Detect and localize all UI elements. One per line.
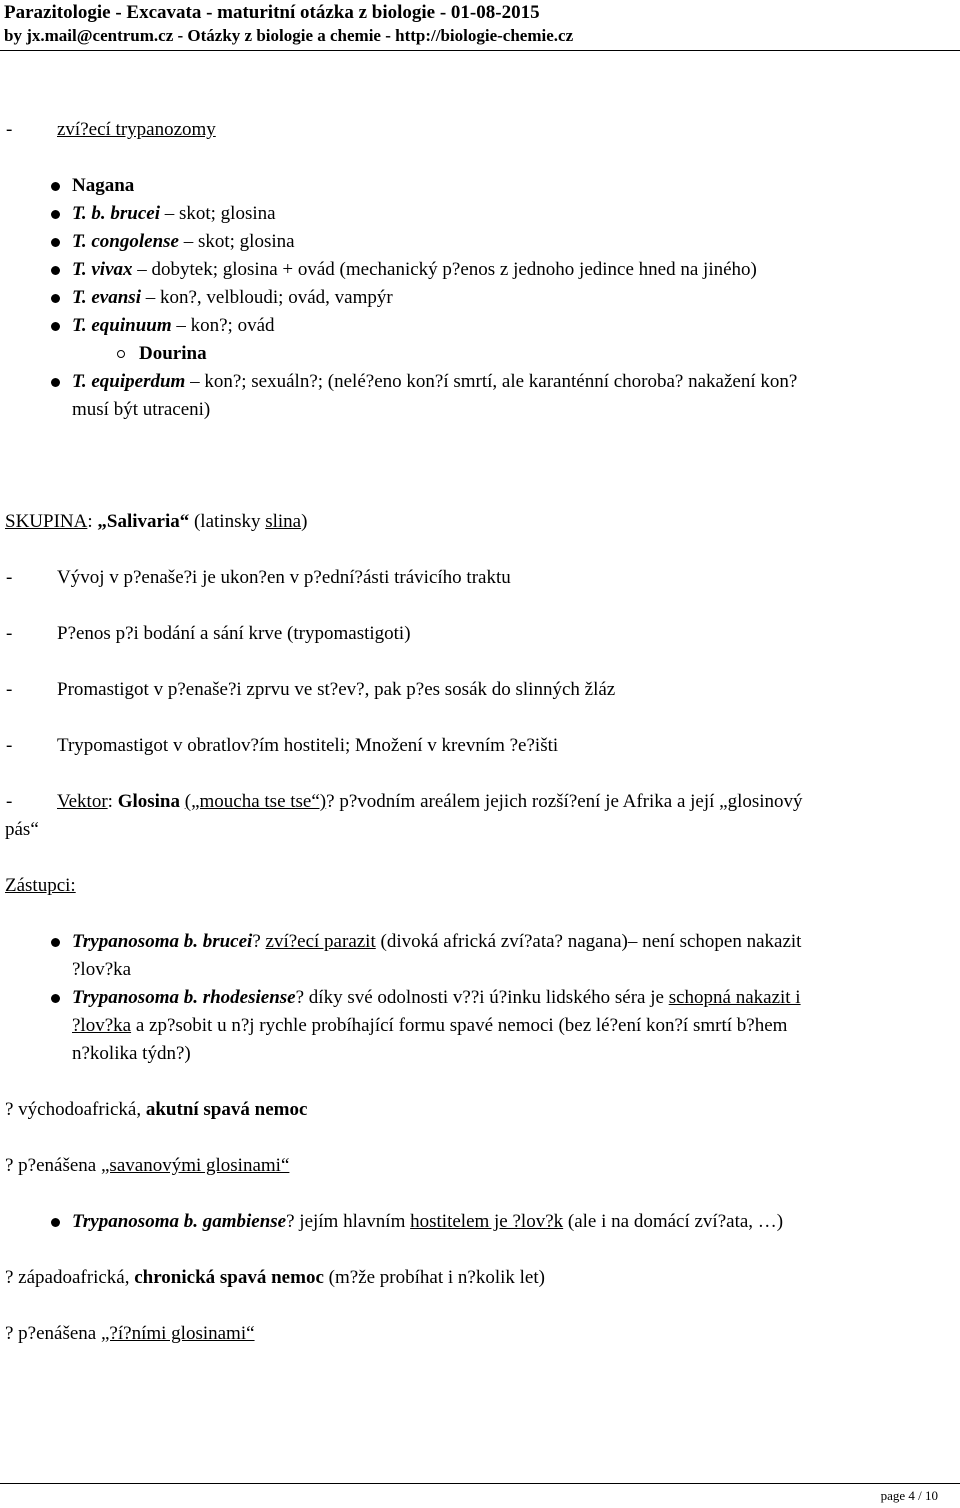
zapad-prenos-line bbox=[5, 1322, 255, 1346]
bullet-icon bbox=[51, 266, 60, 275]
species-desc: (divoká africká zví?ata? nagana)– není schopen nakazit bbox=[375, 931, 802, 952]
list-item-continuation: ?lov?ka bbox=[72, 959, 132, 980]
species-name: T. evansi bbox=[72, 287, 141, 308]
bullet-icon bbox=[51, 378, 60, 387]
moucha-note: („moucha tse tse“) bbox=[184, 791, 327, 812]
hostitel-clovek: hostitelem je ?lov?k bbox=[410, 1211, 564, 1232]
vektor-continuation: pás“ bbox=[5, 819, 39, 840]
bullet-icon bbox=[51, 210, 60, 219]
vychod-line bbox=[5, 1098, 307, 1122]
bullet-icon bbox=[51, 294, 60, 303]
skupina-paren-open: (latinsky bbox=[193, 511, 266, 532]
dash-marker: - bbox=[6, 679, 13, 700]
species-name: T. vivax bbox=[72, 259, 133, 280]
page-number: page 4 / 10 bbox=[880, 1488, 938, 1503]
fact-text: P?enos p?i bodání a sání krve (trypomastigoti) bbox=[57, 623, 411, 644]
document-title: Parazitologie - Excavata - maturitní otázka z biologie - 01-08-2015 bbox=[4, 2, 540, 23]
zapad-line bbox=[5, 1266, 545, 1290]
skupina-name: Salivaria bbox=[106, 511, 180, 532]
species-desc: skot; glosina bbox=[174, 203, 276, 224]
list-item-continuation: n?kolika týdn?) bbox=[72, 1043, 191, 1064]
vychod-prenos-line bbox=[5, 1154, 289, 1178]
species-name: Trypanosoma b. rhodesiense bbox=[72, 987, 296, 1008]
vektor-label: Vektor bbox=[57, 791, 108, 812]
clovek-word: ?lov?ka bbox=[72, 1015, 132, 1036]
species-name: T. congolense bbox=[72, 231, 179, 252]
fact-text: Promastigot v p?enaše?i zprvu ve st?ev?, pak p?es sosák do slinných žláz bbox=[57, 679, 616, 700]
species-name: T. equiperdum bbox=[72, 371, 186, 392]
species-desc: skot; glosina bbox=[193, 231, 295, 252]
prenos-pre: ? p?enášena bbox=[5, 1155, 101, 1176]
species-desc: dobytek; glosina + ovád (mechanický p?enos z jednoho jedince hned na jiného) bbox=[146, 259, 757, 280]
vychod-pre: ? východoafrická, bbox=[5, 1099, 146, 1120]
zapad-rest: (m?že probíhat i n?kolik let) bbox=[323, 1267, 545, 1288]
fact-text: Trypomastigot v obratlov?ím hostiteli; Množení v krevním ?e?išti bbox=[57, 735, 559, 756]
zapad-pre: ? západoafrická, bbox=[5, 1267, 135, 1288]
glosina-name: Glosina bbox=[117, 791, 180, 812]
species-sep: ? jejím hlavním bbox=[286, 1211, 411, 1232]
bullet-icon bbox=[51, 322, 60, 331]
continuation-text: a zp?sobit u n?j rychle probíhající formu spavé nemoci (bez lé?ení kon?í smrtí b?hem bbox=[131, 1015, 788, 1036]
species-sep: ? bbox=[252, 931, 266, 952]
vektor-rest: ? p?vodním areálem jejich rozší?ení je Afrika a její „glosinový bbox=[326, 791, 803, 812]
species-name: T. equinuum bbox=[72, 315, 172, 336]
skupina-line: SKUPINA: „Salivaria“ (latinsky slina) bbox=[5, 511, 308, 532]
species-desc: ? díky své odolnosti v??i ú?inku lidského séra je bbox=[295, 987, 669, 1008]
species-name: Trypanosoma b. gambiense bbox=[72, 1211, 287, 1232]
species-desc: kon?; sexuáln?; (nelé?eno kon?í smrtí, ale karanténní choroba? nakažení kon? bbox=[199, 371, 798, 392]
header-divider bbox=[0, 50, 960, 51]
dash-marker: - bbox=[6, 567, 13, 588]
bullet-icon bbox=[51, 938, 60, 947]
bullet-icon bbox=[51, 238, 60, 247]
bullet-icon bbox=[51, 182, 60, 191]
dash-marker: - bbox=[6, 623, 13, 644]
species-desc: (ale i na domácí zví?ata, …) bbox=[563, 1211, 784, 1232]
bullet-icon bbox=[51, 994, 60, 1003]
savanove-glosiny: „savanovými glosinami“ bbox=[101, 1155, 290, 1176]
slina-link: slina bbox=[265, 511, 302, 532]
dash-marker: - bbox=[6, 119, 13, 140]
species-desc: kon?; ovád bbox=[185, 315, 275, 336]
prenos-pre: ? p?enášena bbox=[5, 1323, 101, 1344]
skupina-paren-close: ) bbox=[301, 511, 308, 532]
bullet-icon bbox=[51, 1218, 60, 1227]
fact-text: Vývoj v p?enaše?i je ukon?en v p?ední?ásti trávicího traktu bbox=[57, 567, 511, 588]
circle-bullet-icon bbox=[117, 350, 125, 358]
zvireci-parazit: zví?ecí parazit bbox=[265, 931, 376, 952]
footer-divider bbox=[0, 1483, 960, 1484]
document-subtitle: by jx.mail@centrum.cz - Otázky z biologie a chemie - http://biologie-chemie.cz bbox=[4, 26, 574, 45]
vychod-disease: akutní spavá nemoc bbox=[145, 1099, 308, 1120]
species-name: T. b. brucei bbox=[72, 203, 160, 224]
dash-marker: - bbox=[6, 791, 13, 812]
zastupci-label: Zástupci: bbox=[5, 875, 76, 896]
list-item-continuation: musí být utraceni) bbox=[72, 399, 211, 420]
ricni-glosiny: „?í?ními glosinami“ bbox=[101, 1323, 255, 1344]
disease-name: Dourina bbox=[139, 343, 207, 364]
trypanozomy-heading: zví?ecí trypanozomy bbox=[57, 119, 216, 140]
disease-name: Nagana bbox=[72, 175, 135, 196]
dash-marker: - bbox=[6, 735, 13, 756]
schopna-nakazit: schopná nakazit i bbox=[668, 987, 801, 1008]
species-desc: kon?, velbloudi; ovád, vampýr bbox=[155, 287, 393, 308]
zapad-disease: chronická spavá nemoc bbox=[134, 1267, 324, 1288]
list-item-continuation bbox=[72, 1014, 787, 1038]
skupina-label: SKUPINA bbox=[5, 511, 88, 532]
species-name: Trypanosoma b. brucei bbox=[72, 931, 253, 952]
